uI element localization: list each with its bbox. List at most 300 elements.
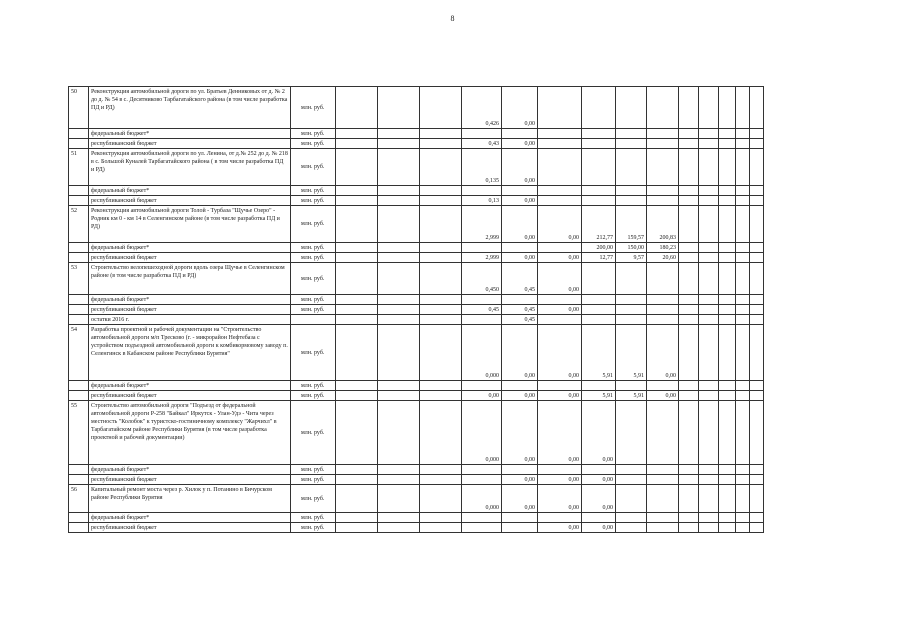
value-cell: [719, 401, 736, 465]
value-cell: 5,91: [582, 325, 616, 381]
value-cell: [699, 475, 719, 485]
value-cell: [378, 315, 420, 325]
value-cell: [336, 465, 378, 475]
value-cell: 2,999: [462, 206, 502, 243]
value-cell: [679, 475, 699, 485]
value-cell: 159,57: [616, 206, 647, 243]
row-description: федеральный бюджет*: [89, 381, 291, 391]
row-number: [69, 391, 89, 401]
value-cell: [699, 325, 719, 381]
value-cell: [420, 149, 462, 186]
value-cell: 0,00: [502, 475, 538, 485]
value-cell: [699, 381, 719, 391]
value-cell: [420, 243, 462, 253]
table-row: [69, 139, 764, 149]
value-cell: [750, 186, 764, 196]
row-description: федеральный бюджет*: [89, 465, 291, 475]
value-cell: [420, 475, 462, 485]
row-description: республиканский бюджет: [89, 523, 291, 533]
value-cell: [502, 129, 538, 139]
row-description: республиканский бюджет: [89, 196, 291, 206]
value-cell: [736, 206, 750, 243]
row-description: республиканский бюджет: [89, 139, 291, 149]
value-cell: [502, 186, 538, 196]
value-cell: 0,00: [582, 475, 616, 485]
value-cell: [616, 87, 647, 129]
row-description: федеральный бюджет*: [89, 295, 291, 305]
budget-table: [68, 86, 764, 533]
value-cell: [336, 87, 378, 129]
value-cell: [750, 149, 764, 186]
value-cell: [750, 475, 764, 485]
row-description: Разработка проектной и рабочей документации на "Строительство автомобильной дороги м/п Тресково (г. - микрорайон Нефтебаза с устройством подъездной автомобильной дороги к комбикормовому заводу п. Селенгинск в Кабанском районе Республики Бурятия": [89, 325, 291, 381]
value-cell: [736, 139, 750, 149]
value-cell: [502, 465, 538, 475]
row-unit: млн. руб.: [291, 253, 336, 263]
value-cell: 0,00: [538, 475, 582, 485]
value-cell: [582, 513, 616, 523]
value-cell: [538, 139, 582, 149]
value-cell: 0,00: [502, 325, 538, 381]
value-cell: [616, 401, 647, 465]
value-cell: [336, 305, 378, 315]
value-cell: [750, 129, 764, 139]
value-cell: 0,00: [582, 485, 616, 513]
value-cell: 0,00: [538, 206, 582, 243]
value-cell: [736, 401, 750, 465]
value-cell: [336, 243, 378, 253]
value-cell: [750, 206, 764, 243]
value-cell: [538, 315, 582, 325]
row-number: 53: [69, 263, 89, 295]
value-cell: [582, 381, 616, 391]
table-row: [69, 149, 764, 186]
value-cell: 200,00: [582, 243, 616, 253]
value-cell: [750, 381, 764, 391]
row-number: 56: [69, 485, 89, 513]
row-number: [69, 129, 89, 139]
value-cell: 0,00: [647, 325, 679, 381]
value-cell: [750, 295, 764, 305]
value-cell: [462, 186, 502, 196]
value-cell: [719, 263, 736, 295]
value-cell: [420, 401, 462, 465]
value-cell: 200,83: [647, 206, 679, 243]
value-cell: [647, 295, 679, 305]
value-cell: 0,00: [582, 401, 616, 465]
row-description: республиканский бюджет: [89, 475, 291, 485]
table-row: [69, 206, 764, 243]
value-cell: [538, 149, 582, 186]
value-cell: [750, 315, 764, 325]
value-cell: [582, 465, 616, 475]
value-cell: [736, 243, 750, 253]
value-cell: [420, 129, 462, 139]
value-cell: [378, 305, 420, 315]
value-cell: 0,00: [502, 401, 538, 465]
value-cell: [736, 263, 750, 295]
value-cell: [378, 381, 420, 391]
value-cell: [699, 243, 719, 253]
value-cell: [616, 465, 647, 475]
value-cell: [420, 381, 462, 391]
value-cell: [336, 253, 378, 263]
value-cell: [750, 305, 764, 315]
row-number: 55: [69, 401, 89, 465]
value-cell: [378, 263, 420, 295]
value-cell: 0,45: [502, 263, 538, 295]
value-cell: [699, 295, 719, 305]
value-cell: [719, 523, 736, 533]
value-cell: [336, 401, 378, 465]
row-description: республиканский бюджет: [89, 253, 291, 263]
value-cell: 0,43: [462, 139, 502, 149]
value-cell: 0,000: [462, 485, 502, 513]
value-cell: [647, 149, 679, 186]
value-cell: [679, 523, 699, 533]
value-cell: [538, 196, 582, 206]
value-cell: [538, 295, 582, 305]
value-cell: [616, 129, 647, 139]
value-cell: 0,00: [538, 523, 582, 533]
value-cell: [736, 485, 750, 513]
value-cell: [420, 485, 462, 513]
value-cell: [582, 139, 616, 149]
row-unit: млн. руб.: [291, 149, 336, 186]
value-cell: [616, 186, 647, 196]
table-row: [69, 485, 764, 513]
value-cell: [378, 513, 420, 523]
row-number: [69, 196, 89, 206]
value-cell: [679, 305, 699, 315]
value-cell: [647, 381, 679, 391]
value-cell: [699, 523, 719, 533]
row-unit: млн. руб.: [291, 243, 336, 253]
value-cell: [420, 305, 462, 315]
value-cell: [679, 129, 699, 139]
value-cell: [420, 186, 462, 196]
value-cell: 0,00: [538, 253, 582, 263]
value-cell: [719, 315, 736, 325]
value-cell: 0,00: [502, 149, 538, 186]
table-row: [69, 325, 764, 381]
row-number: [69, 315, 89, 325]
value-cell: [378, 295, 420, 305]
value-cell: [679, 253, 699, 263]
row-description: федеральный бюджет*: [89, 513, 291, 523]
table-row: [69, 465, 764, 475]
value-cell: [336, 139, 378, 149]
value-cell: [582, 305, 616, 315]
row-unit: млн. руб.: [291, 485, 336, 513]
value-cell: [679, 149, 699, 186]
value-cell: [750, 243, 764, 253]
value-cell: [616, 513, 647, 523]
value-cell: [336, 206, 378, 243]
value-cell: [736, 513, 750, 523]
table-row: [69, 295, 764, 305]
value-cell: [616, 485, 647, 513]
row-unit: млн. руб.: [291, 196, 336, 206]
value-cell: [616, 305, 647, 315]
value-cell: [719, 186, 736, 196]
value-cell: [736, 315, 750, 325]
value-cell: [336, 391, 378, 401]
row-description: Капитальный ремонт моста через р. Хилок у п. Потанино в Бичурском районе Республики Бурятия: [89, 485, 291, 513]
value-cell: 0,45: [462, 305, 502, 315]
value-cell: [699, 485, 719, 513]
value-cell: [462, 129, 502, 139]
row-number: 50: [69, 87, 89, 129]
value-cell: [679, 315, 699, 325]
value-cell: [378, 253, 420, 263]
value-cell: [679, 263, 699, 295]
value-cell: [378, 401, 420, 465]
table-row: [69, 475, 764, 485]
value-cell: [750, 325, 764, 381]
value-cell: 0,450: [462, 263, 502, 295]
value-cell: [582, 149, 616, 186]
table-row: [69, 305, 764, 315]
value-cell: [679, 381, 699, 391]
value-cell: 180,23: [647, 243, 679, 253]
page-number: 8: [450, 14, 455, 23]
value-cell: [647, 513, 679, 523]
value-cell: [736, 129, 750, 139]
value-cell: 0,00: [582, 523, 616, 533]
value-cell: [750, 513, 764, 523]
row-unit: млн. руб.: [291, 295, 336, 305]
value-cell: [699, 196, 719, 206]
value-cell: [462, 475, 502, 485]
table-row: [69, 523, 764, 533]
value-cell: [420, 465, 462, 475]
value-cell: [647, 87, 679, 129]
value-cell: [462, 315, 502, 325]
row-unit: млн. руб.: [291, 206, 336, 243]
value-cell: [582, 87, 616, 129]
value-cell: [750, 401, 764, 465]
value-cell: [420, 263, 462, 295]
table-row: [69, 87, 764, 129]
value-cell: [736, 149, 750, 186]
value-cell: [750, 523, 764, 533]
value-cell: [420, 391, 462, 401]
value-cell: [336, 315, 378, 325]
value-cell: [679, 325, 699, 381]
value-cell: 0,00: [502, 139, 538, 149]
value-cell: [420, 523, 462, 533]
row-description: федеральный бюджет*: [89, 186, 291, 196]
value-cell: 0,00: [538, 325, 582, 381]
value-cell: 0,00: [538, 263, 582, 295]
value-cell: [679, 391, 699, 401]
value-cell: [336, 485, 378, 513]
value-cell: [647, 485, 679, 513]
value-cell: [582, 196, 616, 206]
value-cell: [699, 315, 719, 325]
value-cell: [336, 513, 378, 523]
value-cell: [502, 381, 538, 391]
row-number: [69, 305, 89, 315]
value-cell: [736, 391, 750, 401]
value-cell: [462, 513, 502, 523]
value-cell: 5,91: [616, 325, 647, 381]
value-cell: [462, 465, 502, 475]
value-cell: 0,13: [462, 196, 502, 206]
value-cell: 20,60: [647, 253, 679, 263]
value-cell: [736, 305, 750, 315]
value-cell: [336, 295, 378, 305]
value-cell: [647, 129, 679, 139]
row-description: республиканский бюджет: [89, 391, 291, 401]
value-cell: [582, 295, 616, 305]
table-row: [69, 315, 764, 325]
value-cell: [647, 305, 679, 315]
value-cell: [699, 87, 719, 129]
value-cell: [736, 196, 750, 206]
value-cell: [679, 295, 699, 305]
value-cell: [616, 196, 647, 206]
value-cell: 0,00: [502, 87, 538, 129]
value-cell: [719, 253, 736, 263]
value-cell: [336, 475, 378, 485]
value-cell: [378, 465, 420, 475]
value-cell: [420, 87, 462, 129]
value-cell: [502, 295, 538, 305]
value-cell: [616, 139, 647, 149]
table-row: [69, 253, 764, 263]
value-cell: [719, 129, 736, 139]
value-cell: [616, 523, 647, 533]
row-unit: млн. руб.: [291, 129, 336, 139]
value-cell: [336, 129, 378, 139]
value-cell: [719, 87, 736, 129]
value-cell: [582, 315, 616, 325]
row-description: Реконструкция автомобильной дороги по ул. Ленина, от д.№ 252 до д. № 218 в с. Большой Куналей Тарбагатайского района ( в том числе разработка ПД и РД): [89, 149, 291, 186]
value-cell: [719, 513, 736, 523]
value-cell: [679, 196, 699, 206]
value-cell: [736, 465, 750, 475]
value-cell: [420, 295, 462, 305]
row-unit: млн. руб.: [291, 305, 336, 315]
value-cell: [538, 129, 582, 139]
table-row: [69, 243, 764, 253]
value-cell: [679, 87, 699, 129]
value-cell: 212,77: [582, 206, 616, 243]
value-cell: [736, 381, 750, 391]
value-cell: [699, 186, 719, 196]
row-unit: млн. руб.: [291, 87, 336, 129]
row-description: Строительство велопешеходной дороги вдоль озера Щучье в Селенгинском районе (в том числе разработка ПД и РД): [89, 263, 291, 295]
value-cell: 0,45: [502, 315, 538, 325]
value-cell: [736, 325, 750, 381]
value-cell: [378, 139, 420, 149]
value-cell: [616, 381, 647, 391]
row-number: [69, 475, 89, 485]
value-cell: [699, 465, 719, 475]
table-row: [69, 129, 764, 139]
value-cell: [750, 465, 764, 475]
value-cell: [616, 315, 647, 325]
value-cell: [699, 139, 719, 149]
value-cell: [378, 206, 420, 243]
row-unit: млн. руб.: [291, 391, 336, 401]
value-cell: [750, 391, 764, 401]
value-cell: 0,135: [462, 149, 502, 186]
value-cell: [336, 325, 378, 381]
value-cell: [699, 253, 719, 263]
value-cell: [719, 206, 736, 243]
row-unit: [291, 315, 336, 325]
value-cell: [699, 401, 719, 465]
value-cell: [378, 325, 420, 381]
value-cell: 0,00: [538, 391, 582, 401]
value-cell: [336, 186, 378, 196]
value-cell: [679, 243, 699, 253]
value-cell: [699, 305, 719, 315]
table-row: [69, 391, 764, 401]
value-cell: [699, 149, 719, 186]
value-cell: 0,00: [502, 485, 538, 513]
value-cell: [679, 206, 699, 243]
row-number: [69, 465, 89, 475]
value-cell: [699, 391, 719, 401]
value-cell: [462, 523, 502, 533]
value-cell: 0,000: [462, 401, 502, 465]
value-cell: [679, 465, 699, 475]
value-cell: [647, 465, 679, 475]
row-description: республиканский бюджет: [89, 305, 291, 315]
value-cell: [719, 295, 736, 305]
table-row: [69, 401, 764, 465]
value-cell: 0,45: [502, 305, 538, 315]
value-cell: [699, 206, 719, 243]
value-cell: [378, 523, 420, 533]
row-description: Строительство автомобильной дороги "Подъезд от федеральной автомобильной дороги Р-258 "Байкал" Иркутск - Улан-Удэ - Чита через местность "Колобок" к туристско-гостиничному комплексу "Жарчихл" в Тарбагатайском районе Республики Бурятия (в том числе разработка проектной и рабочей документации): [89, 401, 291, 465]
value-cell: [538, 381, 582, 391]
value-cell: [679, 139, 699, 149]
value-cell: 150,00: [616, 243, 647, 253]
value-cell: [420, 325, 462, 381]
row-unit: млн. руб.: [291, 139, 336, 149]
row-unit: млн. руб.: [291, 513, 336, 523]
value-cell: [336, 381, 378, 391]
table-row: [69, 196, 764, 206]
value-cell: [719, 475, 736, 485]
table-row: [69, 381, 764, 391]
value-cell: [420, 315, 462, 325]
value-cell: [750, 253, 764, 263]
value-cell: [719, 243, 736, 253]
value-cell: [616, 149, 647, 186]
row-unit: млн. руб.: [291, 186, 336, 196]
row-unit: млн. руб.: [291, 401, 336, 465]
value-cell: [538, 465, 582, 475]
value-cell: [462, 243, 502, 253]
table-row: [69, 263, 764, 295]
value-cell: 0,00: [538, 401, 582, 465]
row-number: [69, 253, 89, 263]
row-unit: млн. руб.: [291, 381, 336, 391]
value-cell: [336, 196, 378, 206]
value-cell: [538, 186, 582, 196]
value-cell: [420, 206, 462, 243]
row-number: [69, 186, 89, 196]
value-cell: [336, 523, 378, 533]
value-cell: [378, 186, 420, 196]
value-cell: 0,00: [502, 253, 538, 263]
